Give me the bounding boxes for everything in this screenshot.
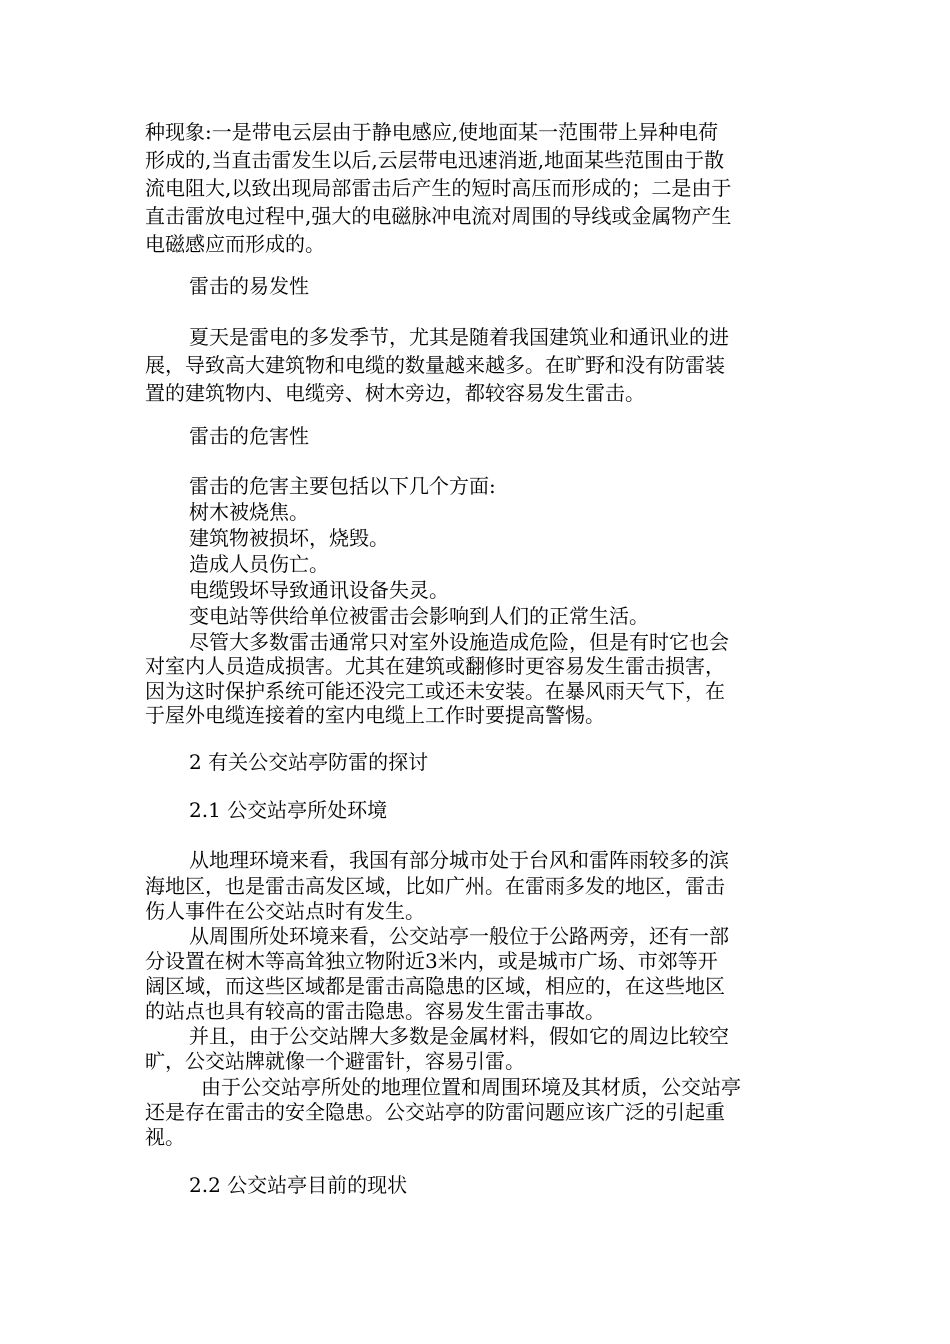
section-heading: 雷击的易发性 [189, 274, 309, 298]
body-text-line: 夏天是雷电的多发季节，尤其是随着我国建筑业和通讯业的进 [189, 325, 729, 349]
body-text-line: 对室内人员造成损害。尤其在建筑或翻修时更容易发生雷击损害， [145, 654, 725, 678]
body-text-line: 流电阻大,以致出现局部雷击后产生的短时高压而形成的；二是由于 [145, 176, 732, 200]
body-text-line: 分设置在树木等高耸独立物附近3米内，或是城市广场、市郊等开 [145, 949, 718, 973]
section-heading: 2 有关公交站亭防雷的探讨 [189, 750, 429, 774]
body-text-line: 置的建筑物内、电缆旁、树木旁边，都较容易发生雷击。 [145, 381, 645, 405]
list-item: 变电站等供给单位被雷击会影响到人们的正常生活。 [189, 604, 649, 628]
body-text-line: 尽管大多数雷击通常只对室外设施造成危险，但是有时它也会 [189, 630, 729, 654]
body-text-line: 海地区，也是雷击高发区域，比如广州。在雷雨多发的地区，雷击 [145, 874, 725, 898]
body-text-line: 于屋外电缆连接着的室内电缆上工作时要提高警惕。 [145, 703, 605, 727]
body-text-line: 由于公交站亭所处的地理位置和周围环境及其材质，公交站亭 [201, 1075, 741, 1099]
body-text-line: 还是存在雷击的安全隐患。公交站亭的防雷问题应该广泛的引起重 [145, 1100, 725, 1124]
body-text-line: 从地理环境来看，我国有部分城市处于台风和雷阵雨较多的滨 [189, 848, 729, 872]
body-text-line: 形成的,当直击雷发生以后,云层带电迅速消逝,地面某些范围由于散 [145, 148, 725, 172]
body-text-line: 种现象:一是带电云层由于静电感应,使地面某一范围带上异种电荷 [145, 120, 719, 144]
body-text-line: 因为这时保护系统可能还没完工或还未安装。在暴风雨天气下，在 [145, 679, 725, 703]
body-text-line: 的站点也具有较高的雷击隐患。容易发生雷击事故。 [145, 999, 605, 1023]
body-text-line: 阔区域，而这些区域都是雷击高隐患的区域，相应的，在这些地区 [145, 974, 725, 998]
body-text-line: 直击雷放电过程中,强大的电磁脉冲电流对周围的导线或金属物产生 [145, 204, 732, 228]
list-item: 电缆毁坏导致通讯设备失灵。 [189, 578, 449, 602]
section-heading: 2.1 公交站亭所处环境 [189, 798, 388, 822]
body-text-line: 伤人事件在公交站点时有发生。 [145, 899, 425, 923]
body-text-line: 并且，由于公交站牌大多数是金属材料，假如它的周边比较空 [189, 1024, 729, 1048]
list-item: 树木被烧焦。 [189, 500, 309, 524]
body-text-line: 旷，公交站牌就像一个避雷针，容易引雷。 [145, 1049, 525, 1073]
body-text-line: 雷击的危害主要包括以下几个方面: [189, 474, 496, 498]
body-text-line: 从周围所处环境来看，公交站亭一般位于公路两旁，还有一部 [189, 924, 729, 948]
list-item: 造成人员伤亡。 [189, 552, 329, 576]
body-text-line: 电磁感应而形成的。 [145, 232, 325, 256]
section-heading: 雷击的危害性 [189, 424, 309, 448]
body-text-line: 视。 [145, 1125, 185, 1149]
section-heading: 2.2 公交站亭目前的现状 [189, 1173, 408, 1197]
list-item: 建筑物被损坏，烧毁。 [189, 526, 389, 550]
body-text-line: 展，导致高大建筑物和电缆的数量越来越多。在旷野和没有防雷装 [145, 353, 725, 377]
